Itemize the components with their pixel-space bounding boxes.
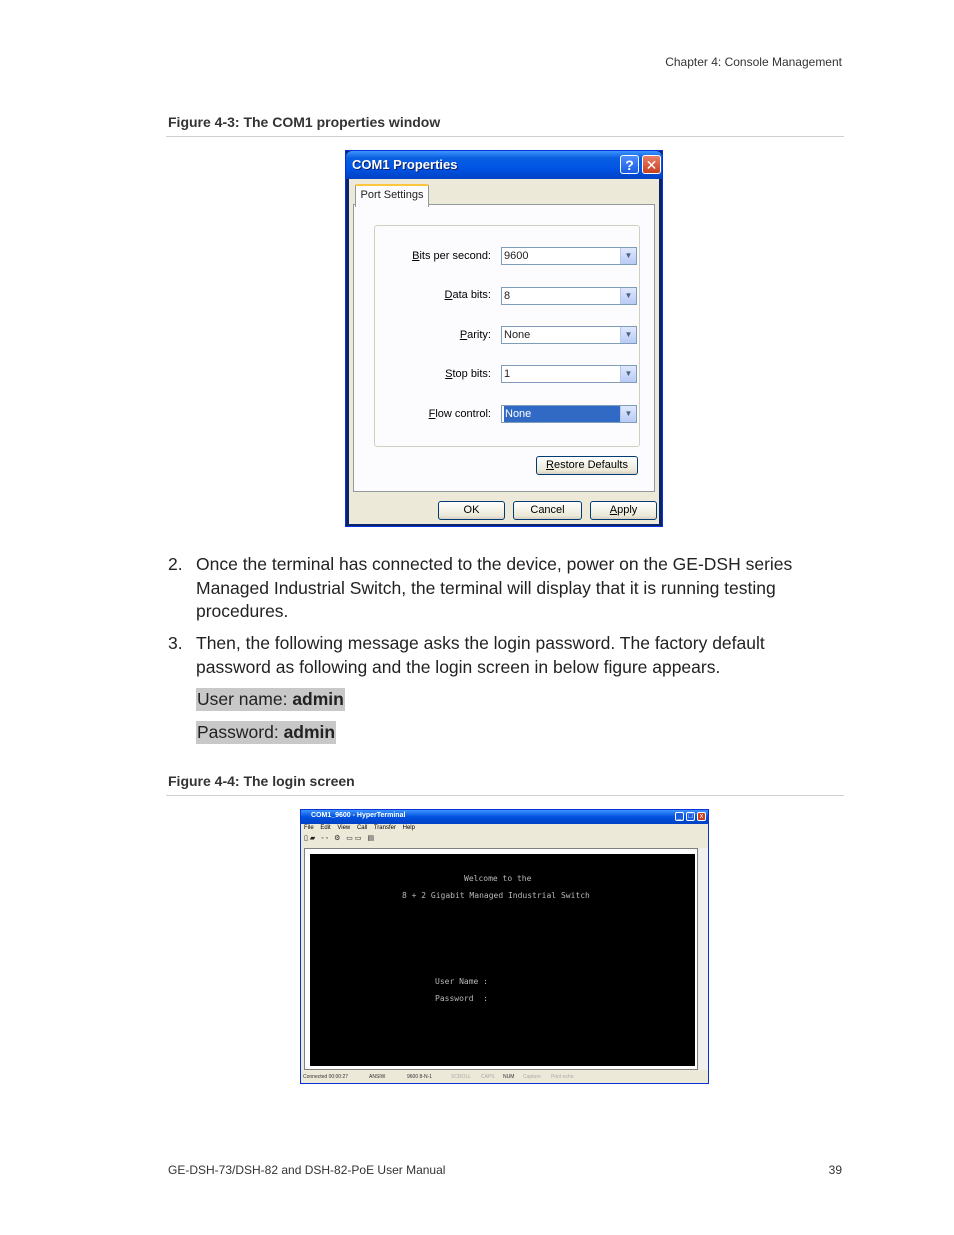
status-bar: [301, 1072, 708, 1083]
status-capture: Capture: [523, 1074, 541, 1080]
welcome-line: Welcome to the: [464, 874, 532, 883]
status-port: 9600 8-N-1: [407, 1074, 433, 1080]
cancel-button[interactable]: Cancel: [513, 501, 582, 520]
flow-control-label: Flow control:: [428, 408, 491, 420]
help-icon[interactable]: ?: [620, 155, 639, 174]
close-icon[interactable]: x: [697, 812, 706, 821]
stop-bits-select[interactable]: [501, 365, 637, 383]
step-item: [168, 553, 808, 624]
vertical-scrollbar[interactable]: [699, 848, 708, 1070]
flow-control-select[interactable]: [501, 405, 637, 423]
step-text: Then, the following message asks the login password. The factory default password as following and the login screen in below figure appears.: [196, 633, 765, 677]
hyperterminal-titlebar[interactable]: [301, 810, 708, 824]
step-item: [168, 632, 808, 679]
toolbar-icons[interactable]: ▯▰ ◦◦ ⚙ ▭▭ ▤: [304, 835, 377, 842]
caption-divider: [166, 795, 844, 796]
menu-view[interactable]: View: [337, 825, 351, 831]
status-emulation: ANSIW: [369, 1074, 386, 1080]
bits-per-second-select[interactable]: [501, 247, 637, 265]
chevron-down-icon[interactable]: ▼: [620, 288, 636, 304]
caption-divider: [166, 136, 844, 137]
combo-value: 9600: [504, 250, 529, 262]
maximize-icon[interactable]: □: [686, 812, 695, 821]
combo-value: None: [504, 329, 531, 341]
close-icon[interactable]: ✕: [642, 155, 661, 174]
password-credential: Password: admin: [197, 722, 336, 742]
menu-transfer[interactable]: Transfer: [373, 825, 396, 831]
chapter-header: Chapter 4: Console Management: [665, 55, 842, 69]
dialog-body: [349, 179, 659, 524]
hyperterminal-window: [300, 809, 709, 1084]
window-title: COM1_9600 - HyperTerminal: [311, 812, 406, 819]
tab-panel: [353, 204, 655, 492]
status-num: NUM: [503, 1074, 515, 1080]
status-print-echo: Print echo: [551, 1074, 574, 1080]
tab-port-settings[interactable]: Port Settings: [355, 184, 429, 207]
step-number: 3.: [168, 633, 183, 653]
bits-per-second-label: Bits per second:: [412, 250, 491, 262]
dialog-title: COM1 Properties: [352, 157, 458, 172]
status-scroll: SCROLL: [451, 1074, 472, 1080]
menu-bar: [304, 825, 420, 831]
password-prompt: Password :: [435, 994, 488, 1003]
dialog-titlebar[interactable]: [346, 151, 662, 179]
username-credential: User name: admin: [197, 689, 344, 709]
menu-edit[interactable]: Edit: [320, 825, 331, 831]
data-bits-label: Data bits:: [444, 289, 491, 301]
menu-help[interactable]: Help: [402, 825, 415, 831]
combo-value: 1: [504, 368, 511, 380]
menu-file[interactable]: File: [304, 825, 314, 831]
data-bits-select[interactable]: [501, 287, 637, 305]
product-line: 8 + 2 Gigabit Managed Industrial Switch: [402, 891, 590, 900]
terminal-frame: [304, 848, 698, 1070]
status-caps: CAPS: [481, 1074, 495, 1080]
figure-caption: Figure 4-4: The login screen: [168, 773, 355, 789]
footer-manual-title: GE-DSH-73/DSH-82 and DSH-82-PoE User Manual: [168, 1163, 446, 1177]
chevron-down-icon[interactable]: ▼: [620, 248, 636, 264]
chevron-down-icon[interactable]: ▼: [620, 406, 636, 422]
figure-caption: Figure 4-3: The COM1 properties window: [168, 114, 441, 130]
status-connected: Connected 00:00:27: [303, 1074, 349, 1080]
parity-select[interactable]: [501, 326, 637, 344]
apply-button[interactable]: Apply: [590, 501, 657, 520]
username-prompt: User Name :: [435, 977, 488, 986]
com1-properties-dialog: [345, 150, 663, 527]
step-text: Once the terminal has connected to the device, power on the GE-DSH series Managed Industrial Switch, the terminal will display that it is running testing procedures.: [196, 554, 793, 621]
ok-button[interactable]: OK: [438, 501, 505, 520]
step-number: 2.: [168, 554, 183, 574]
terminal-screen[interactable]: [310, 854, 695, 1066]
restore-defaults-button[interactable]: Restore Defaults: [536, 456, 638, 475]
parity-label: Parity:: [459, 329, 491, 341]
chevron-down-icon[interactable]: ▼: [620, 327, 636, 343]
minimize-icon[interactable]: _: [675, 812, 684, 821]
page-number: 39: [828, 1163, 842, 1177]
combo-value: 8: [504, 290, 511, 302]
combo-value: None: [504, 406, 621, 422]
settings-group: [374, 225, 640, 447]
menu-call[interactable]: Call: [356, 825, 368, 831]
stop-bits-label: Stop bits:: [445, 368, 491, 380]
chevron-down-icon[interactable]: ▼: [620, 366, 636, 382]
